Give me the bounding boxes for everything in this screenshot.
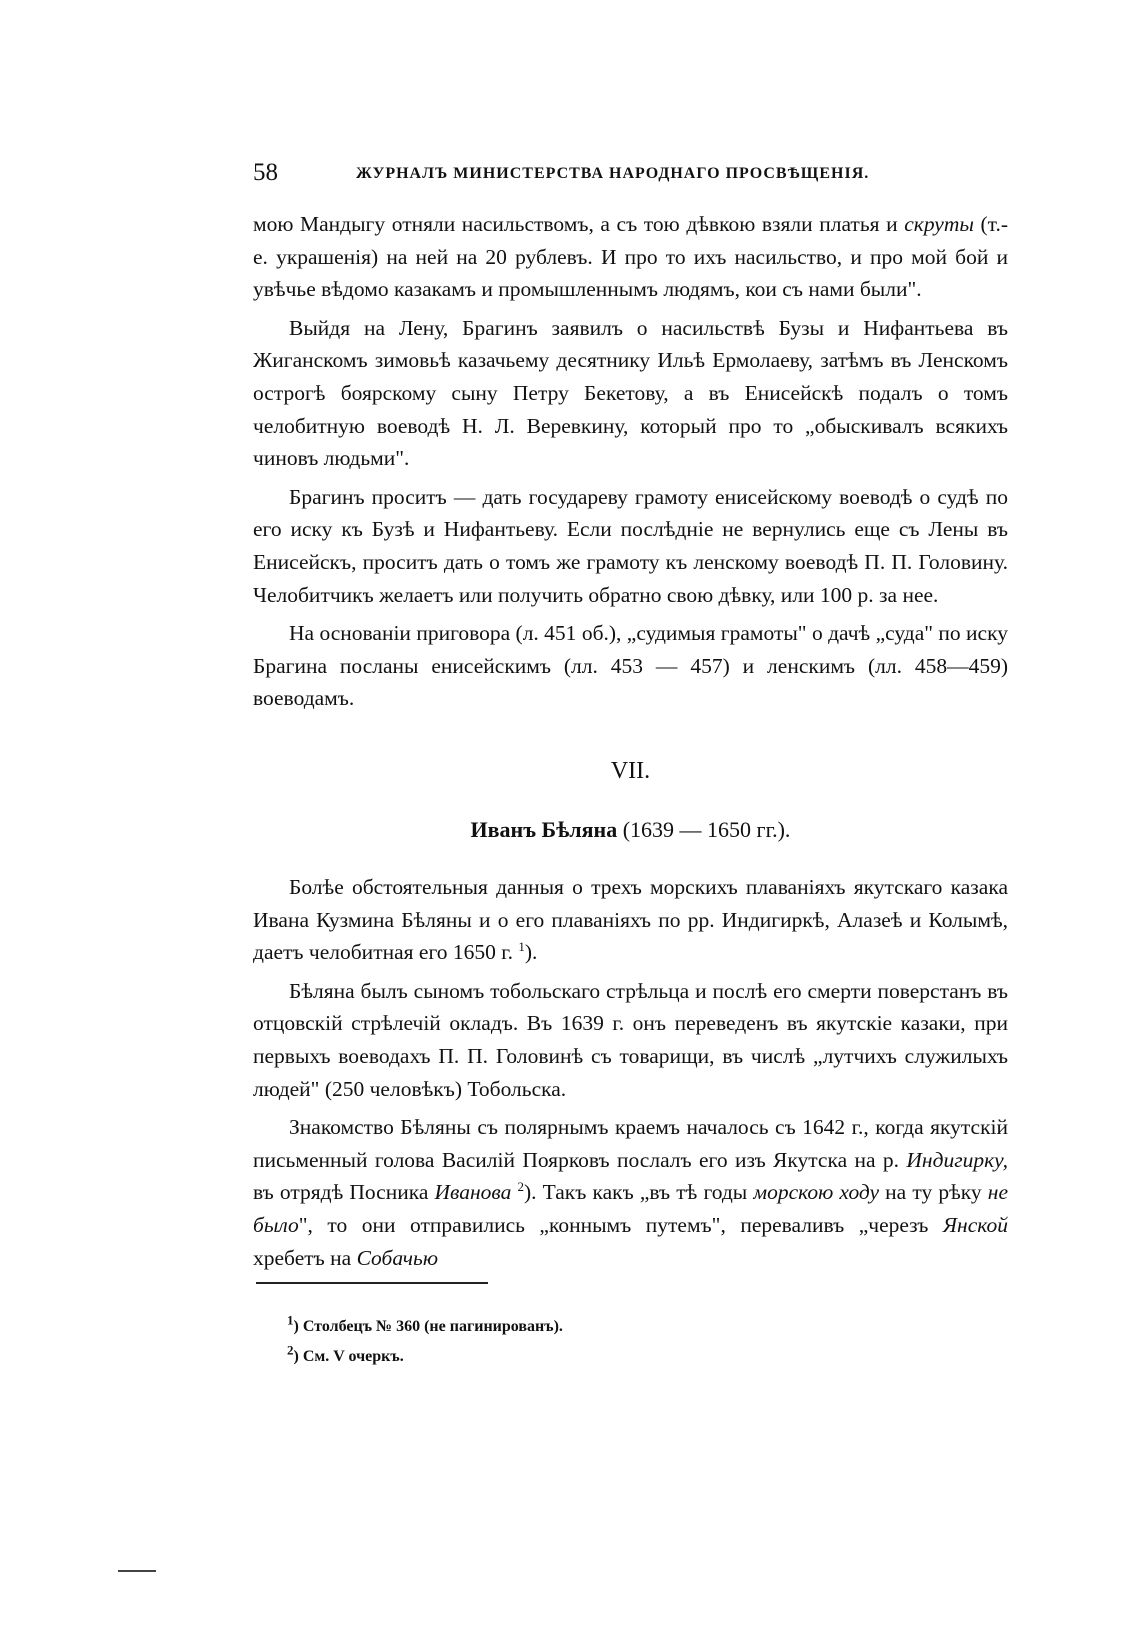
paragraph-7-part-a: Знакомство Бѣляны съ полярнымъ краемъ началось съ 1642 г., когда якутскій письменный голова Василій Поярковъ послалъ его изъ Якутска на р. <box>253 1115 1008 1172</box>
paragraph-6: Бѣляна былъ сыномъ тобольскаго стрѣльца и послѣ его смерти поверстанъ въ отцовскій стрѣлечій окладъ. Въ 1639 г. онъ переведенъ въ якутскіе казаки, при первыхъ воеводахъ П. П. Головинѣ съ товарищи, въ числѣ „лутчихъ служилыхъ людей" (250 человѣкъ) Тобольска. <box>253 978 1008 1101</box>
paragraph-2: Выйдя на Лену, Брагинъ заявилъ о насильствѣ Бузы и Нифантьева въ Жиганскомъ зимовьѣ казачьему десятнику Ильѣ Ермолаеву, затѣмъ въ Ленскомъ острогѣ боярскому сыну Петру Бекетову, а въ Енисейскѣ подалъ о томъ челобитную воеводѣ Н. Л. Веревкину, который про то „обыскивалъ всякихъ чиновъ людьми". <box>253 315 1008 471</box>
paragraph-7-italic-5: Янской <box>942 1212 1008 1237</box>
footnote-2-marker: 2 <box>287 1342 294 1358</box>
footnote-1-text: ) Столбецъ № 360 (не пагинированъ). <box>293 1318 563 1335</box>
paragraph-7-italic-2: Иванова <box>434 1180 512 1205</box>
footnotes <box>287 1312 977 1372</box>
running-head <box>253 158 1008 192</box>
paragraph-5-text: Болѣе обстоятельныя данныя о трехъ морскихъ плаваніяхъ якутскаго казака Ивана Кузмина Бѣляны и о его плаваніяхъ по рр. Индигиркѣ, Алазеѣ и Колымѣ, даетъ челобитная его 1650 г. <box>253 875 1008 965</box>
paragraph-7-italic-4: не было <box>253 1180 1009 1237</box>
paragraph-5 <box>253 871 1008 969</box>
paragraph-7-part-f: хребетъ на <box>253 1245 357 1270</box>
text-block-bottom <box>253 871 1008 1280</box>
paragraph-7-part-e: ", то они отправились „коннымъ путемъ", переваливъ „черезъ <box>298 1212 943 1237</box>
chapter-title <box>253 815 1008 845</box>
paragraph-1-italic: скруты <box>904 212 974 236</box>
paragraph-7-part-b: въ отрядѣ Посника <box>253 1180 435 1205</box>
chapter-title-dates: (1639 — 1650 гг.). <box>617 817 791 842</box>
paragraph-7-italic-3: морскою ходу <box>753 1180 880 1205</box>
footnote-ref-1: 1 <box>518 939 525 955</box>
paragraph-7-italic-1: Индигирку, <box>906 1147 1008 1172</box>
footnote-1-marker: 1 <box>287 1312 294 1328</box>
journal-title: ЖУРНАЛЪ МИНИСТЕРСТВА НАРОДНАГО ПРОСВѢЩЕНІЯ. <box>356 165 870 182</box>
footnote-ref-2: 2 <box>517 1179 524 1195</box>
chapter-title-name: Иванъ Бѣляна <box>470 817 618 842</box>
paragraph-7-part-d: на ту рѣку <box>879 1180 988 1205</box>
paragraph-7-italic-6: Собачью <box>356 1245 438 1270</box>
paragraph-7-part-c: ). Такъ какъ „въ тѣ годы <box>524 1180 754 1205</box>
paragraph-1-part-b: (т.-е. украшенія) на ней на 20 рублевъ. И про то ихъ насильство, и про мой бой и увѣчье вѣдомо казакамъ и промышленнымъ людямъ, кои съ нами были". <box>253 212 1008 302</box>
paragraph-4: На основаніи приговора (л. 451 об.), „судимыя грамоты" о дачѣ „суда" по иску Брагина посланы енисейскимъ (лл. 453 — 457) и ленскимъ (лл. 458—459) воеводамъ. <box>253 621 1008 711</box>
footnote-2 <box>287 1342 977 1372</box>
text-block-top <box>253 208 1008 721</box>
margin-mark <box>118 1570 156 1572</box>
paragraph-1 <box>253 208 1008 306</box>
footnote-2-text: ) См. V очеркъ. <box>293 1348 404 1365</box>
footnote-1 <box>287 1312 977 1342</box>
page-number: 58 <box>253 159 278 186</box>
paragraph-1-part-a: мою Мандыгу отняли насильствомъ, а съ тою дѣвкою взяли платья и <box>253 212 905 236</box>
chapter-number: VII. <box>610 758 651 784</box>
paragraph-5-end: ). <box>524 940 538 965</box>
paragraph-3: Брагинъ проситъ — дать государеву грамоту енисейскому воеводѣ о судѣ по его иску къ Бузѣ и Нифантьеву. Если послѣдніе не вернулись еще съ Лены въ Енисейскъ, проситъ дать о томъ же грамоту къ ленскому воеводѣ П. П. Головину. Челобитчикъ желаетъ или получить обратно свою дѣвку, или 100 р. за нее. <box>253 484 1008 607</box>
footnote-separator <box>256 1282 488 1284</box>
paragraph-7 <box>253 1111 1008 1274</box>
